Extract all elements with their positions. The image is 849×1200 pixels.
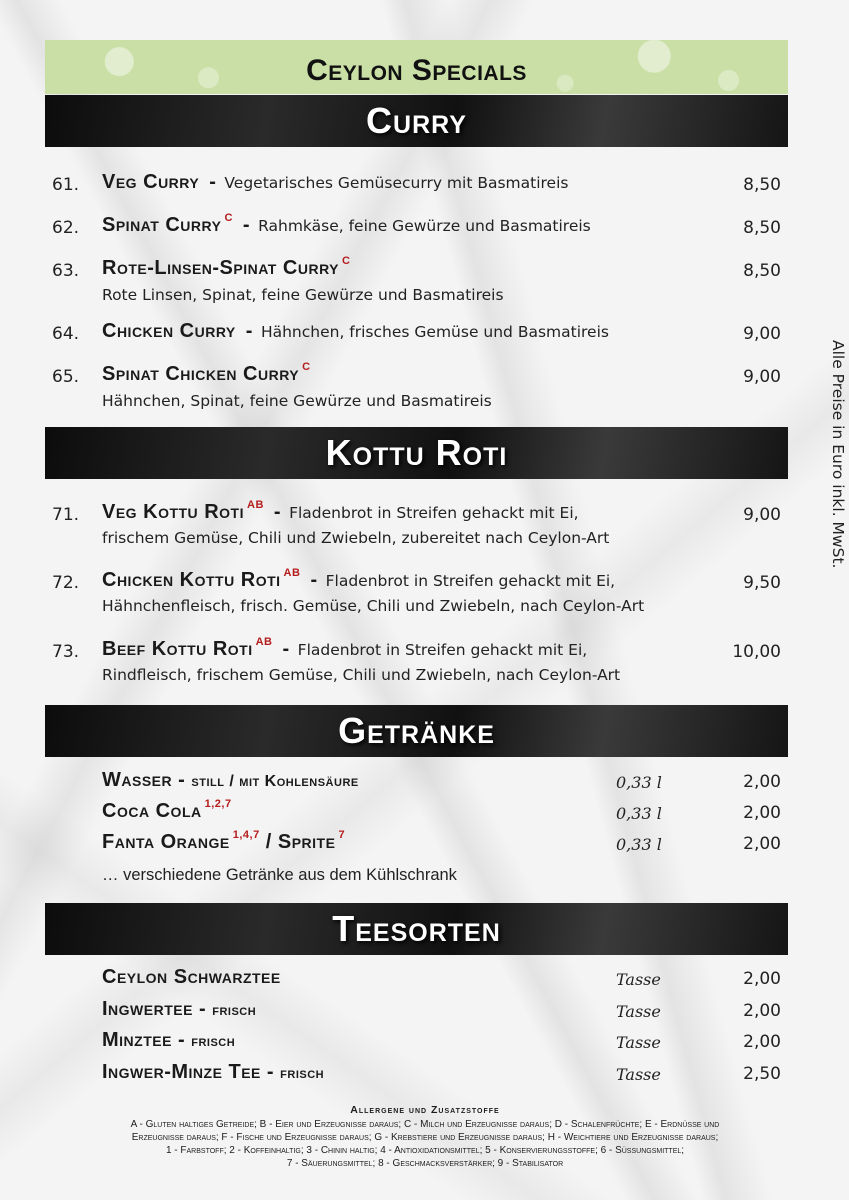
- item-name: Beef Kottu Roti $^{AB}$ - Fladenbrot in Streifen gehackt mit Ei,: [102, 636, 588, 660]
- drinks-note: … verschiedene Getränke aus dem Kühlschrank: [102, 866, 457, 884]
- allergen-line: 7 - Säuerungsmittel; 8 - Geschmacksverstärker; 9 - Stabilisator: [286, 1158, 564, 1169]
- drink-name: [102, 800, 232, 823]
- item-description: Rote Linsen, Spinat, feine Gewürze und Basmatireis: [102, 286, 504, 304]
- item-name-text: Beef Kottu Roti: [102, 638, 253, 660]
- tea-name: [102, 998, 256, 1021]
- item-description-line2: Rindfleisch, frischem Gemüse, Chili und Zwiebeln, nach Ceylon-Art: [102, 666, 621, 684]
- item-name-text: Rote-Linsen-Spinat Curry: [102, 257, 339, 279]
- additive-code: 7: [338, 829, 346, 842]
- item-description: Vegetarisches Gemüsecurry mit Basmatireis: [224, 174, 569, 192]
- item-price: 9,00: [743, 367, 781, 387]
- tea-name-text: Minztee -: [102, 1029, 192, 1051]
- item-description: Fladenbrot in Streifen gehackt mit Ei,: [289, 504, 579, 522]
- price-note: Alle Preise in Euro inkl. MwSt.: [829, 340, 847, 569]
- page-title: Ceylon Specials: [306, 54, 527, 87]
- tea-name-text: Ceylon Schwarztee: [102, 966, 281, 988]
- item-name-text: Spinat Chicken Curry: [102, 363, 300, 385]
- item-name-text: Chicken Kottu Roti: [102, 569, 281, 591]
- ceylon-specials-banner: [45, 40, 788, 94]
- item-description: Rahmkäse, feine Gewürze und Basmatireis: [258, 217, 591, 235]
- tea-name: [102, 966, 281, 989]
- item-number: 63.: [52, 261, 80, 281]
- item-description: Fladenbrot in Streifen gehackt mit Ei,: [325, 572, 616, 590]
- additive-code: 1,2,7: [204, 798, 232, 811]
- item-name-text: Spinat Curry: [102, 214, 222, 236]
- item-number: 71.: [52, 505, 80, 525]
- drink-name: [102, 769, 359, 792]
- allergen-line: 1 - Farbstoff; 2 - Koffeinhaltig; 3 - Chinin haltig; 4 - Antioxidationsmittel; 5 - Konservierungsstoffe; 6 - Süßungsmittel;: [165, 1145, 685, 1156]
- drink-name: [102, 831, 345, 854]
- tea-variant: frisch: [212, 1002, 257, 1019]
- tea-unit: Tasse: [616, 970, 661, 989]
- item-description: Hähnchen, frisches Gemüse und Basmatireis: [260, 323, 609, 341]
- item-price: 8,50: [743, 261, 781, 281]
- item-name-text: Veg Curry: [102, 171, 200, 193]
- item-description: Hähnchen, Spinat, feine Gewürze und Basmatireis: [102, 392, 492, 410]
- tea-unit: Tasse: [616, 1002, 661, 1021]
- allergen-line: Erzeugnisse daraus; F - Fische und Erzeugnisse daraus; G - Krebstiere und Erzeugnisse daraus; H - Weichtiere und Erzeugnisse daraus;: [131, 1132, 719, 1143]
- drink-variant: still / mit Kohlensäure: [191, 773, 359, 790]
- item-number: 64.: [52, 324, 80, 344]
- section-title-kottu-roti: Kottu Roti: [325, 432, 508, 473]
- item-name-text: Chicken Curry: [102, 320, 236, 342]
- drink-name-text: Fanta Orange: [102, 831, 230, 853]
- item-number: 61.: [52, 175, 80, 195]
- drink-price: 2,00: [743, 834, 781, 854]
- item-name: [102, 363, 311, 386]
- section-title-teesorten: Teesorten: [332, 908, 501, 949]
- drink-volume: 0,33 l: [616, 773, 662, 792]
- drink-volume: 0,33 l: [616, 804, 662, 823]
- drink-price: 2,00: [743, 772, 781, 792]
- drink-name-text: Coca Cola: [102, 800, 202, 822]
- tea-price: 2,00: [743, 969, 781, 989]
- allergen-legend: [40, 1104, 810, 1170]
- item-name: Veg Kottu Roti $^{AB}$ - Fladenbrot in Streifen gehackt mit Ei,: [102, 499, 579, 523]
- tea-price: 2,00: [743, 1001, 781, 1021]
- section-header-teesorten: [45, 903, 788, 955]
- item-price: 9,00: [743, 324, 781, 344]
- tea-name-text: Ingwertee -: [102, 998, 213, 1020]
- item-number: 73.: [52, 642, 80, 662]
- section-header-kottu-roti: [45, 427, 788, 479]
- item-price: 8,50: [743, 175, 781, 195]
- drink-name-text-2: / Sprite: [259, 831, 336, 853]
- tea-variant: frisch: [191, 1033, 236, 1050]
- section-header-curry: [45, 95, 788, 147]
- drink-price: 2,00: [743, 803, 781, 823]
- item-name: Spinat Curry $^C$ - Rahmkäse, feine Gewürze und Basmatireis: [102, 212, 591, 236]
- allergen-title: Allergene und Zusatzstoffe: [350, 1104, 500, 1116]
- item-description-line2: Hähnchenfleisch, frisch. Gemüse, Chili und Zwiebeln, nach Ceylon-Art: [102, 597, 645, 615]
- drink-volume: 0,33 l: [616, 835, 662, 854]
- item-price: 9,00: [743, 505, 781, 525]
- drink-name-text: Wasser -: [102, 769, 192, 791]
- item-price: 9,50: [743, 573, 781, 593]
- item-name: Veg Curry - Vegetarisches Gemüsecurry mit Basmatireis: [102, 171, 569, 193]
- additive-code: 1,4,7: [232, 829, 260, 842]
- tea-price: 2,00: [743, 1032, 781, 1052]
- item-description: Fladenbrot in Streifen gehackt mit Ei,: [297, 641, 588, 659]
- allergen-code: C: [224, 212, 233, 225]
- item-price: 10,00: [732, 642, 781, 662]
- tea-price: 2,50: [743, 1064, 781, 1084]
- section-title-curry: Curry: [366, 100, 467, 141]
- tea-unit: Tasse: [616, 1065, 661, 1084]
- allergen-code: C: [342, 255, 351, 268]
- tea-name: [102, 1029, 235, 1052]
- tea-variant: frisch: [280, 1065, 325, 1082]
- item-price: 8,50: [743, 218, 781, 238]
- item-name: Chicken Kottu Roti $^{AB}$ - Fladenbrot in Streifen gehackt mit Ei,: [102, 567, 616, 591]
- item-number: 72.: [52, 573, 80, 593]
- item-name: [102, 257, 350, 280]
- tea-name-text: Ingwer-Minze Tee -: [102, 1061, 281, 1083]
- section-title-getraenke: Getränke: [338, 710, 495, 751]
- item-description-line2: frischem Gemüse, Chili und Zwiebeln, zubereitet nach Ceylon-Art: [102, 529, 610, 547]
- allergen-code: C: [302, 361, 311, 374]
- item-number: 62.: [52, 218, 80, 238]
- allergen-code: AB: [255, 636, 273, 649]
- allergen-code: AB: [247, 499, 264, 512]
- allergen-code: AB: [283, 567, 301, 580]
- tea-unit: Tasse: [616, 1033, 661, 1052]
- allergen-line: A - Gluten haltiges Getreide; B - Eier und Erzeugnisse daraus; C - Milch und Erzeugnisse daraus; D - Schalenfrüchte; E - Erdnüsse und: [130, 1119, 720, 1130]
- item-name-text: Veg Kottu Roti: [102, 501, 245, 523]
- tea-name: [102, 1061, 324, 1084]
- item-number: 65.: [52, 367, 80, 387]
- section-header-getraenke: [45, 705, 788, 757]
- item-name: Chicken Curry - Hähnchen, frisches Gemüse und Basmatireis: [102, 320, 609, 342]
